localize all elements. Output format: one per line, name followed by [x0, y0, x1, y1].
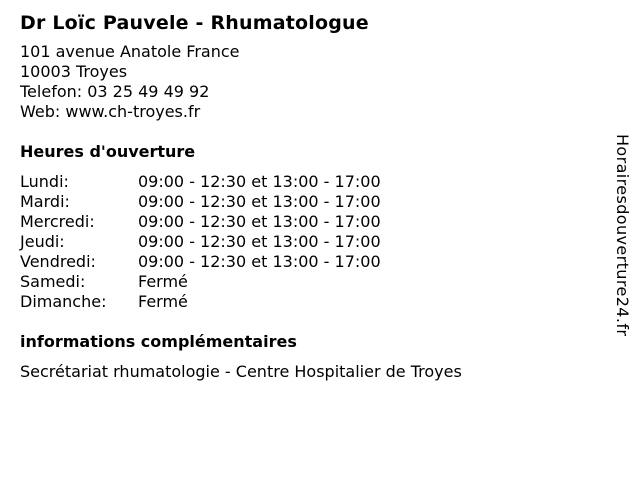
hours-row-sunday [20, 292, 600, 312]
info-heading: informations complémentaires [20, 332, 297, 351]
address-block [20, 42, 600, 122]
hours-row-saturday [20, 272, 600, 292]
day-hours: 09:00 - 12:30 et 13:00 - 17:00 [138, 212, 381, 231]
day-label: Dimanche: [20, 292, 107, 311]
hours-table [20, 172, 600, 312]
hours-row-monday [20, 172, 600, 192]
city-address: 10003 Troyes [20, 62, 128, 81]
website-link[interactable]: Web: www.ch-troyes.fr [20, 102, 201, 121]
site-watermark: Horairesdouverture24.fr [613, 134, 632, 337]
hours-row-tuesday [20, 192, 600, 212]
day-hours: 09:00 - 12:30 et 13:00 - 17:00 [138, 252, 381, 271]
day-hours: 09:00 - 12:30 et 13:00 - 17:00 [138, 232, 381, 251]
street-address: 101 avenue Anatole France [20, 42, 240, 61]
info-text: Secrétariat rhumatologie - Centre Hospitalier de Troyes [20, 362, 462, 381]
phone-number: Telefon: 03 25 49 49 92 [20, 82, 210, 101]
hours-row-wednesday [20, 212, 600, 232]
hours-row-friday [20, 252, 600, 272]
day-label: Vendredi: [20, 252, 96, 271]
day-label: Jeudi: [20, 232, 65, 251]
day-hours: Fermé [138, 292, 188, 311]
hours-row-thursday [20, 232, 600, 252]
day-label: Mardi: [20, 192, 70, 211]
day-hours: 09:00 - 12:30 et 13:00 - 17:00 [138, 192, 381, 211]
day-hours: 09:00 - 12:30 et 13:00 - 17:00 [138, 172, 381, 191]
page-title: Dr Loïc Pauvele - Rhumatologue [20, 12, 369, 34]
hours-heading: Heures d'ouverture [20, 142, 196, 161]
listing-content [20, 10, 600, 382]
day-label: Samedi: [20, 272, 86, 291]
day-label: Lundi: [20, 172, 69, 191]
day-hours: Fermé [138, 272, 188, 291]
day-label: Mercredi: [20, 212, 95, 231]
